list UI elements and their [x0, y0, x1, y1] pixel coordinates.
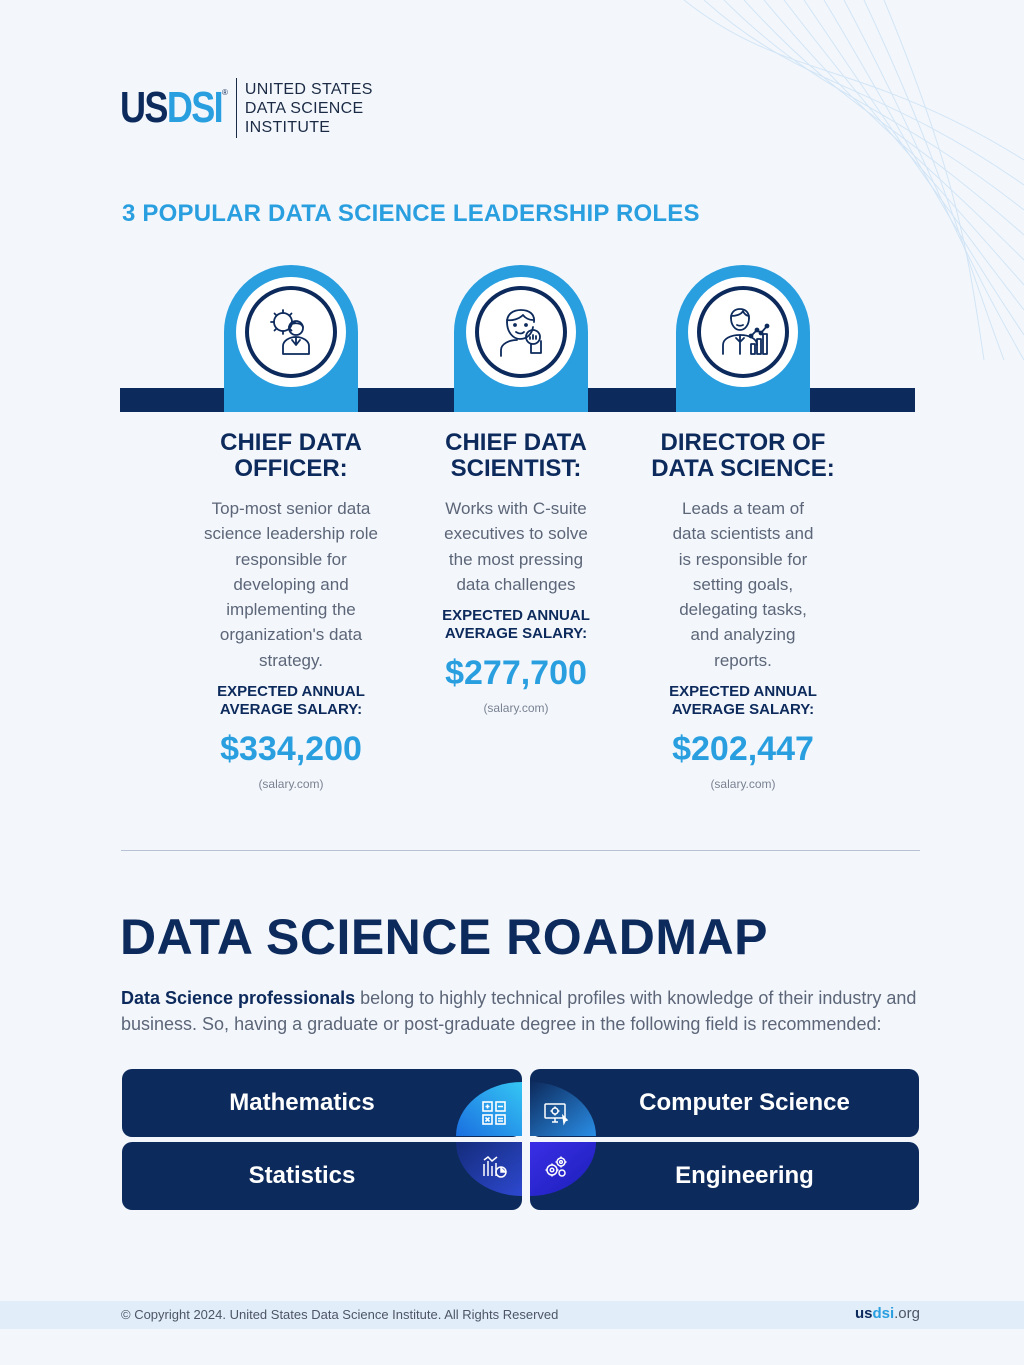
field-engineering: Engineering	[530, 1142, 919, 1210]
role-tab-chief-data-officer	[224, 265, 358, 412]
field-mathematics: Mathematics	[122, 1069, 522, 1137]
roadmap-intro	[121, 986, 951, 1037]
salary-value: $277,700	[445, 654, 587, 693]
gears-icon-holder	[524, 1138, 588, 1196]
gears-icon	[543, 1154, 569, 1180]
roadmap-title: DATA SCIENCE ROADMAP	[120, 909, 768, 965]
role-tab-director-data-science	[676, 265, 810, 412]
data-scientist-icon	[493, 304, 549, 360]
logo-text: UNITED STATES DATA SCIENCE INSTITUTE	[244, 80, 373, 136]
footer-copyright: © Copyright 2024. United States Data Science Institute. All Rights Reserved	[121, 1307, 559, 1322]
salary-source: (salary.com)	[483, 701, 549, 716]
salary-source: (salary.com)	[258, 777, 324, 792]
salary-label: EXPECTED ANNUAL AVERAGE SALARY:	[669, 683, 817, 719]
roadmap-intro-text: belong to highly technical profiles with knowledge of their industry and business. So, having a graduate or post-graduate degree in the following field is recommended:	[121, 988, 917, 1034]
calculator-icon	[481, 1100, 507, 1126]
footer-url[interactable]: usdsi.org	[854, 1305, 920, 1322]
salary-source: (salary.com)	[710, 777, 776, 792]
role-chief-data-officer	[191, 430, 391, 791]
role-description: Leads a team of data scientists and is responsible for setting goals, delegating tasks, and analyzing reports.	[672, 499, 814, 670]
role-description: Works with C-suite executives to solve the most pressing data challenges	[444, 499, 588, 594]
salary-label: EXPECTED ANNUAL AVERAGE SALARY:	[442, 607, 590, 643]
salary-label: EXPECTED ANNUAL AVERAGE SALARY:	[217, 683, 365, 719]
role-tab-chief-data-scientist	[454, 265, 588, 412]
roles-section-title: 3 POPULAR DATA SCIENCE LEADERSHIP ROLES	[122, 200, 700, 227]
role-director-data-science	[643, 430, 843, 791]
field-statistics: Statistics	[122, 1142, 522, 1210]
role-title: CHIEF DATA SCIENTIST:	[445, 429, 587, 482]
role-description: Top-most senior data science leadership role responsible for developing and implementing the organization's data strategy.	[204, 499, 378, 670]
computer-gear-icon	[543, 1100, 569, 1126]
computer-gear-icon-holder	[524, 1084, 588, 1142]
logo-divider	[236, 78, 237, 138]
salary-value: $334,200	[220, 730, 362, 769]
role-title: CHIEF DATA OFFICER:	[220, 429, 362, 482]
statistics-chart-icon	[481, 1154, 507, 1180]
field-computer-science: Computer Science	[530, 1069, 919, 1137]
calculator-icon-holder	[462, 1084, 526, 1142]
logo-mark: USDSI	[120, 83, 223, 132]
data-officer-icon	[263, 304, 319, 360]
roadmap-intro-bold: Data Science professionals	[121, 988, 356, 1008]
statistics-chart-icon-holder	[462, 1138, 526, 1196]
registered-mark: ®	[222, 87, 228, 97]
role-title: DIRECTOR OF DATA SCIENCE:	[651, 429, 835, 482]
usdsi-logo	[120, 78, 373, 138]
section-divider	[121, 850, 920, 851]
salary-value: $202,447	[672, 730, 814, 769]
director-chart-icon	[715, 304, 771, 360]
role-chief-data-scientist	[416, 430, 616, 715]
footer	[0, 1301, 1024, 1329]
